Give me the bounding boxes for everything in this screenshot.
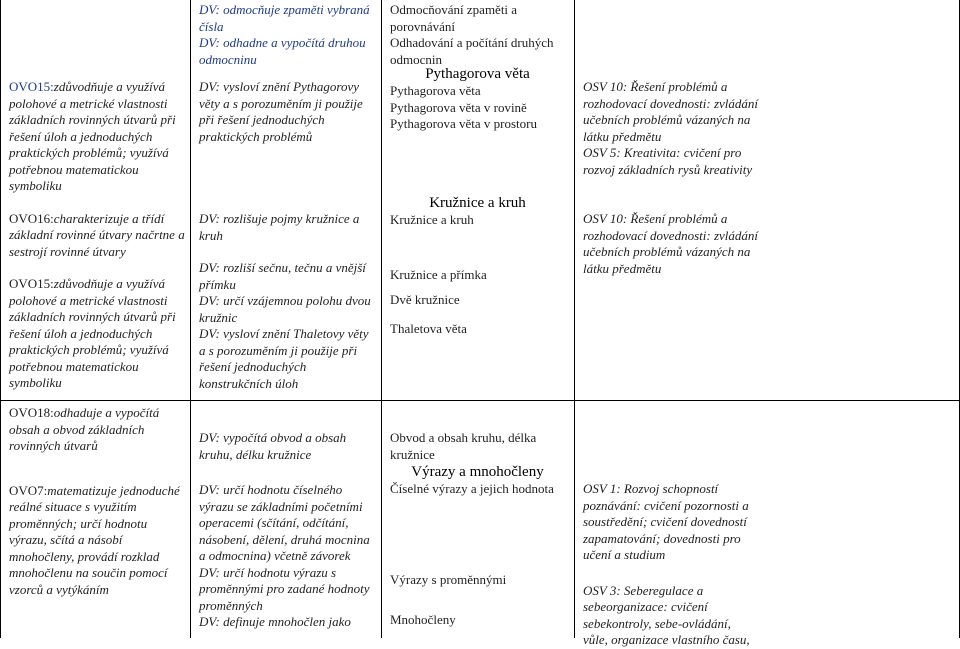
row-divider [0, 400, 960, 401]
topic-roots-2: Odhadování a počítání druhých odmocnin [390, 35, 554, 67]
column-divider-2 [381, 0, 382, 638]
row1-topics-pythagoras [390, 65, 575, 133]
row2-crosscurricular [583, 481, 758, 649]
osv1: OSV 1: Rozvoj schopností poznávání: cvičení pozornosti a soustředění; cvičení dovedností zapamatování; dovednosti pro učení a studium [583, 481, 749, 562]
topic-roots-1: Odmocňování zpaměti a porovnávání [390, 2, 518, 34]
row1-outcomes [9, 79, 187, 392]
objective-circle-4: DV: vysloví znění Thaletovy věty a s porozuměním ji použije při řešení jednoduchých konstrukčních úloh [199, 326, 369, 391]
topic-circle-2: Kružnice a přímka [390, 266, 487, 282]
objective-roots-2: DV: odhadne a vypočítá druhou odmocninu [199, 35, 366, 67]
topic-circle-3: Dvě kružnice [390, 292, 460, 307]
objective-circle-3: DV: určí vzájemnou polohu dvou kružnic [199, 293, 371, 325]
topic-numeric-expressions: Číselné výrazy a jejich hodnota [390, 481, 554, 496]
topic-pythagoras-3: Pythagorova věta v prostoru [390, 116, 537, 131]
heading-expressions: Výrazy a mnohočleny [411, 464, 544, 480]
objective-circle-1: DV: rozlišuje pojmy kružnice a kruh [199, 211, 360, 243]
row1-objectives-roots [199, 2, 377, 68]
column-divider-1 [190, 0, 191, 638]
topic-circle-1: Kružnice a kruh [390, 212, 474, 227]
objective-numeric-expression: DV: určí hodnotu číselného výrazu se základními početními operacemi (sčítání, odčítání, násobení, dělení, druhá mocnina a odmocnina) včetně závorek [199, 482, 370, 563]
objective-polynomial: DV: definuje mnohočlen jako [199, 614, 351, 629]
heading-pythagoras: Pythagorova věta [425, 66, 530, 82]
row1-topics-circle [390, 194, 575, 337]
outcome-ovo18: OVO18:odhaduje a vypočítá obsah a obvod základních rovinných útvarů [9, 405, 160, 453]
row1-crosscurricular-circle: OSV 10: Řešení problémů a rozhodovací dovednosti: zvládání učebních problémů vázaných na látku předmětu [583, 211, 758, 276]
row2-topics [390, 430, 575, 629]
osv10-pythagoras: OSV 10: Řešení problémů a rozhodovací dovednosti: zvládání učebních problémů vázaných na látku předmětu [583, 79, 758, 144]
topic-polynomials: Mnohočleny [390, 612, 456, 627]
topic-variable-expressions: Výrazy s proměnnými [390, 571, 507, 587]
topic-pythagoras-2: Pythagorova věta v rovině [390, 99, 527, 115]
outcome-ovo7: OVO7:matematizuje jednoduché reálné situace s využitím proměnných; určí hodnotu výrazu, sčítá a násobí mnohočleny, provádí rozklad mnohočlenu na součin pomocí vzorců a vytýkáním [9, 482, 180, 597]
row1-objective-pythagoras: DV: vysloví znění Pythagorovy věty a s porozuměním ji použije při řešení jednoduchých praktických problémů [199, 79, 363, 144]
row1-objectives-circle [199, 211, 377, 392]
topic-circle-area: Obvod a obsah kruhu, délka kružnice [390, 430, 537, 462]
row2-objectives [199, 430, 377, 631]
topic-circle-4: Thaletova věta [390, 320, 467, 336]
topic-pythagoras-1: Pythagorova věta [390, 83, 481, 98]
objective-circle-2: DV: rozliší sečnu, tečnu a vnější přímku [199, 260, 366, 292]
row1-crosscurricular-pythagoras [583, 79, 758, 178]
outcome-ovo16: OVO16:charakterizuje a třídí základní rovinné útvary načrtne a sestrojí rovinné útvary [9, 210, 185, 259]
heading-circle: Kružnice a kruh [429, 195, 526, 211]
outcome-ovo15-a: OVO15:zdůvodňuje a využívá polohové a metrické vlastnosti základních rovinných útvarů při řešení úloh a jednoduchých praktických problémů; využívá potřebnou matematickou symboliku [9, 79, 176, 193]
table-border-left [0, 0, 1, 638]
outcome-ovo15-b: OVO15:zdůvodňuje a využívá polohové a metrické vlastnosti základních rovinných útvarů při řešení úloh a jednoduchých praktických problémů; využívá potřebnou matematickou symboliku [9, 276, 176, 390]
objective-roots-1: DV: odmocňuje zpaměti vybraná čísla [199, 2, 370, 34]
osv3: OSV 3: Seberegulace a sebeorganizace: cvičení sebekontroly, sebe-ovládání, vůle, organizace vlastního času, [583, 582, 750, 647]
row1-topics-roots [390, 2, 575, 68]
objective-variable-expression: DV: určí hodnotu výrazu s proměnnými pro zadané hodnoty proměnných [199, 564, 370, 613]
osv5-pythagoras: OSV 5: Kreativita: cvičení pro rozvoj základních rysů kreativity [583, 145, 753, 177]
row2-outcomes [9, 405, 187, 598]
objective-circle-area: DV: vypočítá obvod a obsah kruhu, délku kružnice [199, 430, 347, 462]
